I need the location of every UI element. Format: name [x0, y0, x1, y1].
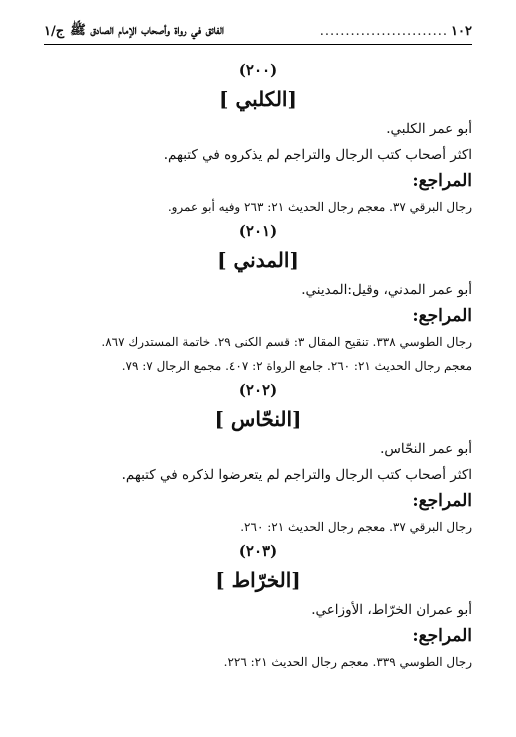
entry-line: أبو عمران الخرّاط، الأوزاعي. [311, 602, 472, 618]
entries-list [44, 58, 472, 674]
references-heading: المراجع: [412, 171, 472, 191]
entry-number: (٢٠٣) [238, 542, 278, 560]
references-heading: المراجع: [412, 626, 472, 646]
entry-line: أبو عمر النحّاس. [380, 441, 472, 457]
entry-line: أبو عمر الكلبي. [386, 121, 472, 137]
references-heading: المراجع: [412, 306, 472, 326]
running-header [44, 20, 472, 42]
entry-203 [44, 539, 472, 674]
entry-202 [44, 378, 472, 539]
entry-number: (٢٠٢) [238, 381, 278, 399]
book-title: الفائق في رواة وأصحاب الإمام الصادق ﷺ [70, 22, 224, 38]
reference-line: رجال الطوسي ٣٣٨. تنقيح المقال ٣: قسم الكنى ٢٩. خاتمة المستدرك ٨٦٧. [101, 335, 472, 349]
entry-200 [44, 58, 472, 219]
volume-label: ج/١ [44, 23, 65, 39]
reference-line: رجال الطوسي ٣٣٩. معجم رجال الحديث ٢١: ٢٢٦. [223, 655, 472, 669]
entry-title: [الخرّاط ] [215, 568, 301, 592]
entry-number: (٢٠١) [238, 222, 278, 240]
references-heading: المراجع: [412, 491, 472, 511]
entry-title: [الكلبي ] [219, 87, 297, 111]
entry-line: أبو عمر المدني، وقيل:المديني. [301, 282, 472, 298]
entry-line: اكثر أصحاب كتب الرجال والتراجم لم يذكروه في كتبهم. [163, 147, 472, 163]
header-dot-leader: ......................... [319, 23, 449, 39]
reference-line: معجم رجال الحديث ٢١: ٢٦٠. جامع الرواة ٢: ٤٠٧. مجمع الرجال ٧: ٧٩. [121, 359, 472, 373]
entry-title: [النحّاس ] [214, 407, 302, 431]
reference-line: رجال البرقي ٣٧. معجم رجال الحديث ٢١: ٢٦٠. [240, 520, 472, 534]
reference-line: رجال البرقي ٣٧. معجم رجال الحديث ٢١: ٢٦٣ وفيه أبو عمرو. [167, 200, 472, 214]
entry-number: (٢٠٠) [238, 61, 278, 79]
page-number: ١٠٢ [451, 23, 472, 39]
entry-201 [44, 219, 472, 378]
entry-line: اكثر أصحاب كتب الرجال والتراجم لم يتعرضوا لذكره في كتبهم. [121, 467, 472, 483]
header-rule [44, 44, 472, 45]
entry-title: [المدني ] [217, 248, 299, 272]
